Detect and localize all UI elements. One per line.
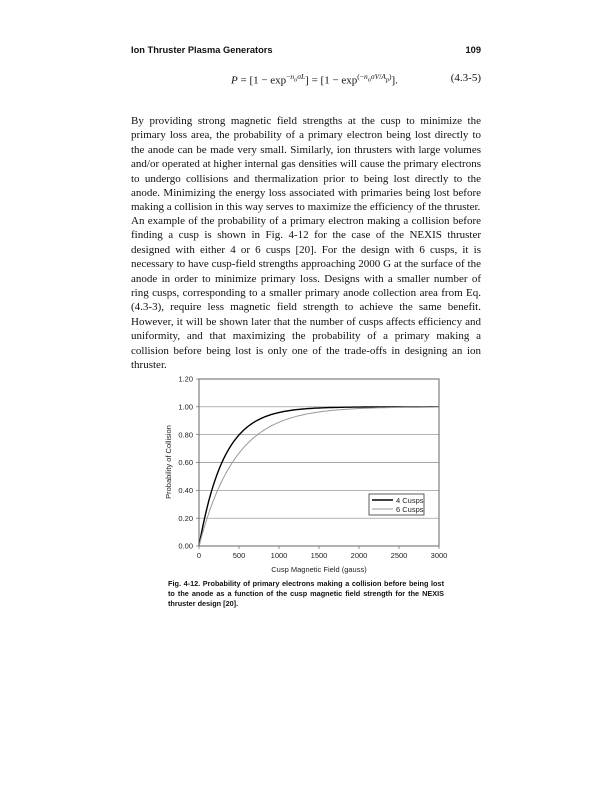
svg-text:1.20: 1.20 — [178, 374, 193, 384]
svg-text:0: 0 — [196, 551, 202, 560]
svg-text:0.60: 0.60 — [178, 458, 193, 468]
legend — [369, 494, 424, 515]
svg-text:500: 500 — [232, 551, 246, 560]
paragraph-2: An example of the probability of a primary electron making a collision before finding a cusp is shown in Fig. 4-12 for the case of the NEXIS thruster designed with either 4 or 6 cusps [20]. For the design with 6 cusps, it is necessary to have cusp-field strengths approaching 2000 G at the surface of the anode in order to minimize primary loss. Designs with a smaller number of ring cusps, corresponding to a smaller primary anode collection area from Eq. (4.3-3), require less magnetic field strength to achieve the same benefit. However, it will be shown later that the number of cusps affects efficiency and uniformity, and that maximizing the probability of a primary making a collision before being lost is only one of the trade-offs in designing an ion thruster. — [131, 215, 481, 372]
svg-text:1500: 1500 — [310, 551, 328, 560]
gridlines — [196, 379, 439, 549]
equation-4-3-5 — [131, 64, 481, 90]
equation-number: (4.3-5) — [450, 72, 481, 84]
legend-4-cusps: 4 Cusps — [396, 496, 424, 505]
svg-text:0.00: 0.00 — [178, 541, 193, 551]
header-title: Ion Thruster Plasma Generators — [131, 45, 273, 55]
data-series — [199, 407, 439, 546]
svg-text:1000: 1000 — [270, 551, 288, 560]
series-line — [199, 407, 439, 546]
y-tick-labels — [178, 375, 193, 551]
equation-body: $P = [1 - \exp^{-n_o\sigma L}] = [1 - \exp^{(-n_o\sigma V/A_p)}]$. — [231, 72, 398, 87]
svg-text:0.20: 0.20 — [178, 513, 193, 523]
svg-text:0.40: 0.40 — [178, 485, 193, 495]
svg-text:2000: 2000 — [350, 551, 368, 560]
page-number: 109 — [465, 45, 481, 55]
series-line — [199, 407, 439, 546]
svg-text:0.80: 0.80 — [178, 430, 193, 440]
figure-caption: Fig. 4-12. Probability of primary electrons making a collision before being lost to the anode as a function of the cusp magnetic field strength for the NEXIS thruster design [20]. — [168, 579, 444, 608]
y-axis-label: Probability of Collision — [164, 425, 173, 499]
x-axis-label: Cusp Magnetic Field (gauss) — [271, 565, 367, 574]
svg-text:3000: 3000 — [430, 551, 448, 560]
paragraph-1: By providing strong magnetic field strengths at the cusp to minimize the primary loss area, the probability of a primary electron being lost directly to the anode can be made very small. Similarly, ion thrusters with large volumes and/or operated at higher internal gas densities will cause the primary electrons to undergo collisions and thermalization prior to being lost directly to the anode. Minimizing the energy loss associated with primaries being lost before making a collision in this way serves to maximize the efficiency of the thruster. — [131, 115, 481, 214]
x-tick-labels — [197, 551, 447, 560]
svg-text:1.00: 1.00 — [178, 402, 193, 412]
running-header — [131, 45, 481, 55]
svg-text:2500: 2500 — [390, 551, 408, 560]
legend-6-cusps: 6 Cusps — [396, 505, 424, 514]
